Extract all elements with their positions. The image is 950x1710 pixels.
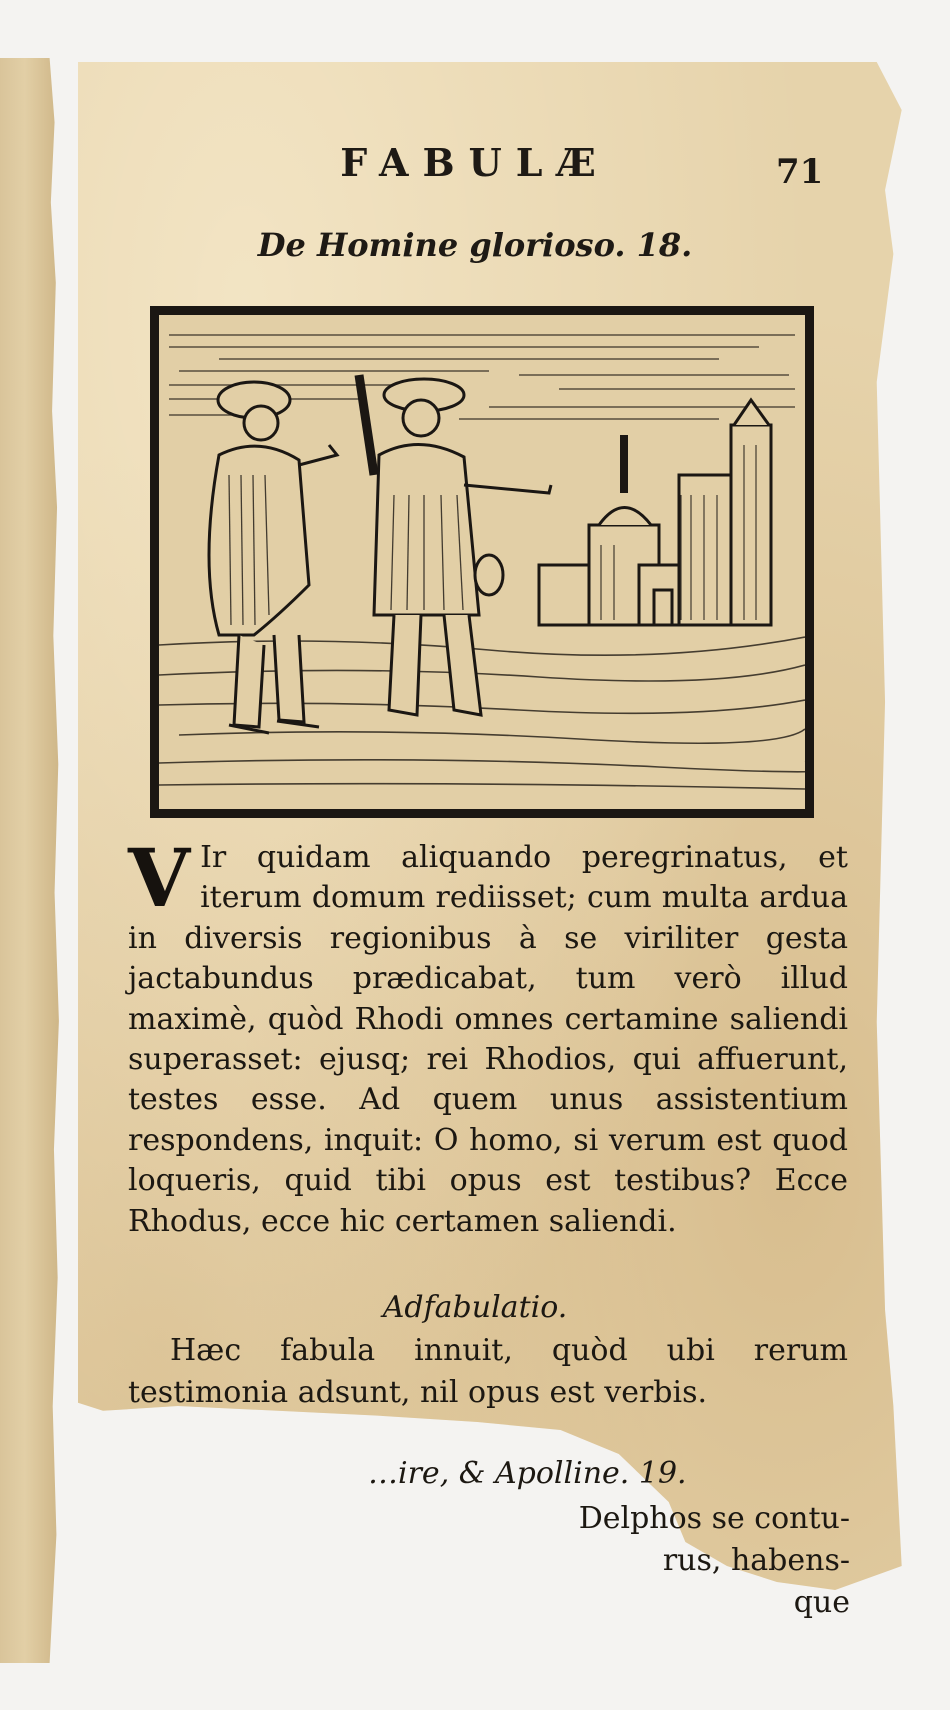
fable-body (128, 831, 848, 1242)
drop-cap: V (128, 831, 191, 925)
woodcut-two-travellers-city-icon (159, 315, 805, 809)
running-head: FABULÆ (340, 140, 610, 185)
next-fable-fragment (520, 1498, 850, 1624)
moral-heading: Adfabulatio. (382, 1290, 568, 1325)
next-fable-title: …ire, & Apolline. 19. (368, 1456, 687, 1491)
torn-left-page-fragment (0, 58, 62, 1663)
next-fable-line: Delphos se contu- (578, 1501, 850, 1536)
fable-title: De Homine glorioso. 18. (257, 226, 693, 264)
woodcut-illustration (150, 306, 814, 818)
page-number: 71 (776, 152, 824, 192)
next-fable-line: que (793, 1585, 850, 1620)
moral-text: Hæc fabula innuit, quòd ubi rerum testimonia adsunt, nil opus est verbis. (128, 1333, 848, 1410)
next-fable-line: rus, habens- (662, 1543, 850, 1578)
fable-text: Ir quidam aliquando peregrinatus, et iterum domum rediisset; cum multa ardua in diversis regionibus à se viriliter gesta jactabundus prædicabat, tum verò illud maximè, quòd Rhodi omnes certamine saliendi superasset: ejusq; rei Rhodios, qui affuerunt, testes esse. Ad quem unus assistentium respondens, inquit: O homo, si verum est quod loqueris, quid tibi opus est testibus? Ecce Rhodus, ecce hic certamen saliendi. (128, 840, 848, 1239)
